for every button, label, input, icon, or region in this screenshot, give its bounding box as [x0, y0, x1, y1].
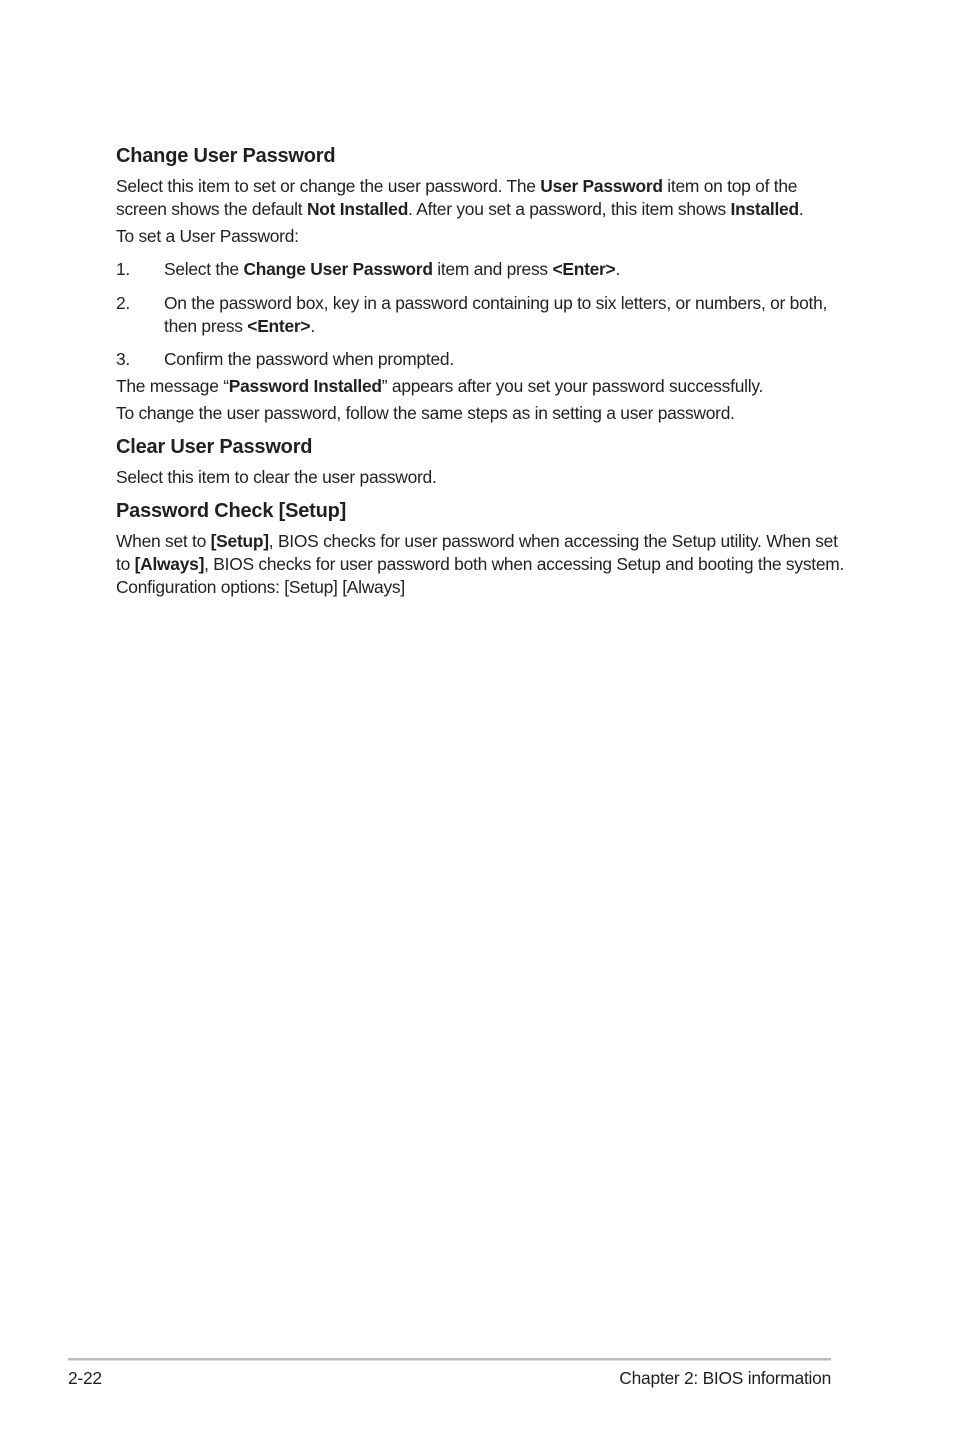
bold-term: <Enter> — [552, 259, 616, 279]
list-item — [116, 348, 846, 371]
text-run: item on top of the screen shows the default — [116, 176, 798, 219]
text-run: On the password box, key in a password containing up to six letters, or numbers, or both, then press — [164, 293, 828, 336]
bold-term: [Always] — [134, 554, 205, 574]
text-run: . — [798, 199, 804, 219]
text-run: . — [310, 316, 315, 336]
text-run: Confirm the password when prompted. — [164, 349, 454, 369]
page-number: 2-22 — [68, 1368, 102, 1388]
bold-term: Installed — [730, 199, 799, 219]
bold-term: Not Installed — [306, 199, 409, 219]
list-item — [116, 258, 846, 281]
footer-divider — [68, 1358, 831, 1361]
section-clear-user-password — [116, 434, 846, 489]
password-check-description — [116, 530, 846, 599]
text-run: item and press — [432, 259, 553, 279]
section-heading: Clear User Password — [116, 436, 313, 458]
clear-password-description: Select this item to clear the user password. — [116, 467, 437, 487]
section-password-check — [116, 498, 846, 599]
password-installed-message — [116, 375, 846, 398]
bold-term: Change User Password — [243, 259, 433, 279]
password-steps-list — [116, 258, 846, 371]
bold-term: <Enter> — [247, 316, 311, 336]
text-run: Select this item to set or change the user password. The — [116, 176, 541, 196]
document-body — [116, 143, 846, 599]
text-run: Select the — [164, 259, 244, 279]
change-password-note: To change the user password, follow the same steps as in setting a user password. — [116, 403, 735, 423]
bold-term: [Setup] — [210, 531, 269, 551]
section-heading: Change User Password — [116, 145, 336, 167]
text-run: The message “ — [116, 376, 229, 396]
step-number: 3. — [116, 349, 131, 369]
text-run: When set to — [116, 531, 211, 551]
to-set-password-label: To set a User Password: — [116, 226, 299, 246]
change-password-intro — [116, 175, 846, 221]
step-number: 2. — [116, 293, 131, 313]
section-change-user-password — [116, 143, 846, 425]
text-run: . After you set a password, this item shows — [408, 199, 731, 219]
list-item — [116, 292, 846, 338]
step-number: 1. — [116, 259, 131, 279]
chapter-title: Chapter 2: BIOS information — [619, 1368, 831, 1388]
text-run: , BIOS checks for user password when accessing the Setup utility. When set to — [116, 531, 838, 574]
bold-term: User Password — [540, 176, 663, 196]
text-run: , BIOS checks for user password both when accessing Setup and booting the system. Configuration options: [Setup] [Always] — [116, 554, 845, 597]
text-run: . — [615, 259, 621, 279]
bold-term: Password Installed — [228, 376, 382, 396]
section-heading: Password Check [Setup] — [116, 500, 347, 522]
text-run: ” appears after you set your password successfully. — [381, 376, 764, 396]
